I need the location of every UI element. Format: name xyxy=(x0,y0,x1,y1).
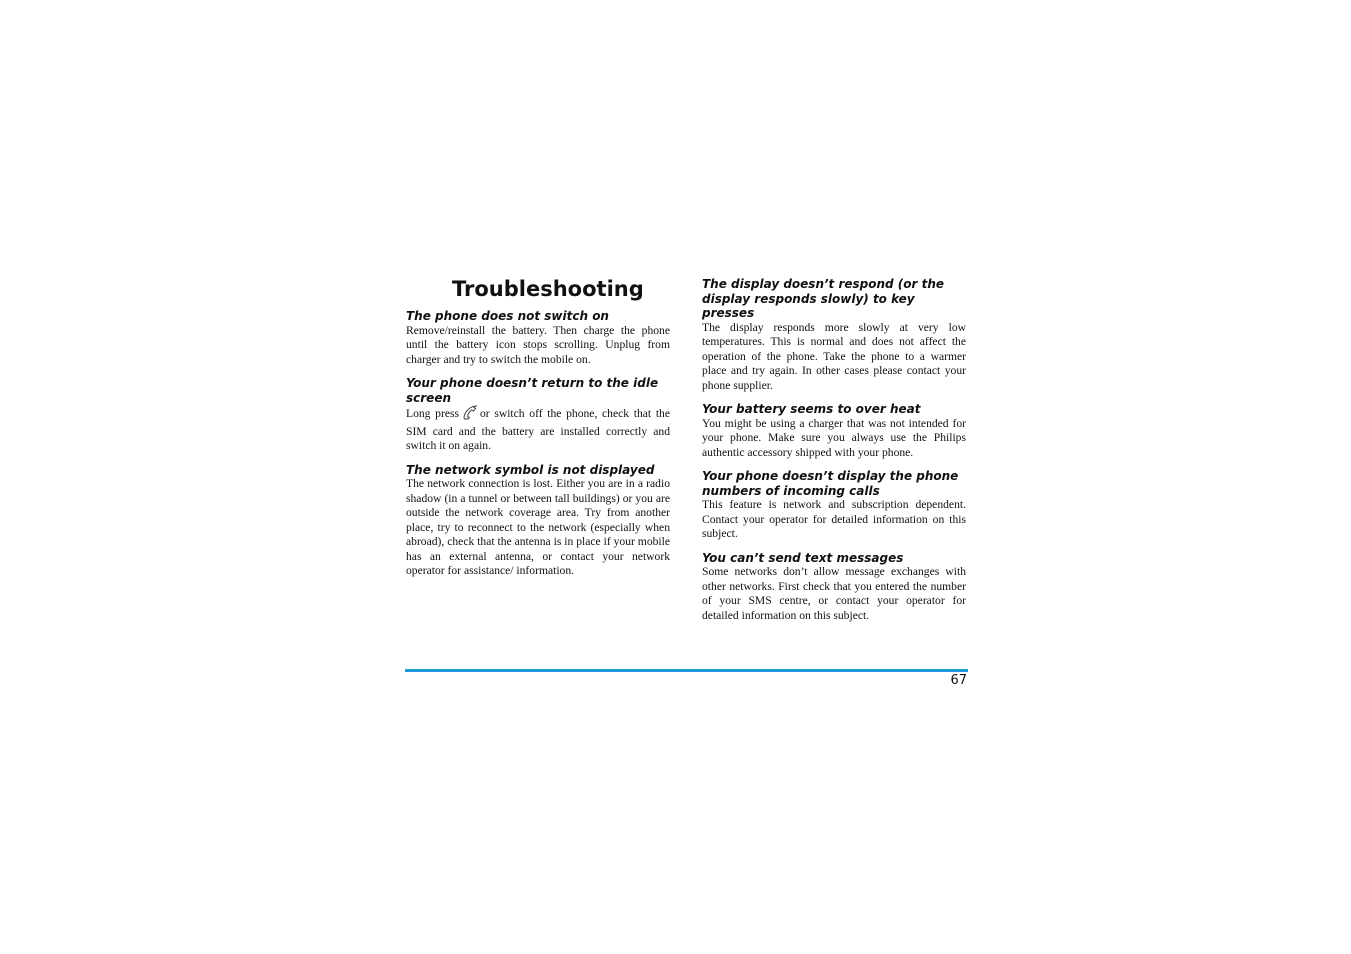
left-column xyxy=(406,276,670,588)
section-idle-screen xyxy=(406,376,670,454)
section-phone-not-switch-on xyxy=(406,309,670,367)
hang-up-key-icon xyxy=(461,405,478,425)
section-body: The display responds more slowly at very low temperatures. This is normal and does not affect the operation of the phone. Take the phone to a warmer place and try again. In other cases please contact your phone supplier. xyxy=(702,320,966,392)
section-heading: The display doesn’t respond (or the display responds slowly) to key presses xyxy=(702,277,945,320)
page-number: 67 xyxy=(950,673,967,688)
section-body: The network connection is lost. Either you are in a radio shadow (in a tunnel or between tall buildings) or you are outside the network coverage area. Try from another place, try to reconnect to the network (especially when abroad), check that the antenna is in place if your mobile has an external antenna, or contact your network operator for assistance/ information. xyxy=(406,477,670,577)
section-heading: Your phone doesn’t return to the idle screen xyxy=(406,376,659,405)
section-heading: Your battery seems to over heat xyxy=(702,402,921,416)
section-body: You might be using a charger that was not intended for your phone. Make sure you always use the Philips authentic accessory shipped with your phone. xyxy=(702,416,966,459)
section-battery-heat xyxy=(702,402,966,460)
section-heading: Your phone doesn’t display the phone numbers of incoming calls xyxy=(702,469,959,498)
body-text-after-icon: or switch off the phone, check that the SIM card and the battery are installed correctly and switch it on again. xyxy=(406,407,670,452)
page-title: Troubleshooting xyxy=(452,277,644,301)
footer-rule xyxy=(405,669,968,672)
section-heading: You can’t send text messages xyxy=(702,550,904,565)
section-text-messages xyxy=(702,551,966,624)
section-body: Some networks don’t allow message exchanges with other networks. First check that you entered the number of your SMS centre, or contact your operator for detailed information on this subject. xyxy=(702,565,966,622)
section-heading: The network symbol is not displayed xyxy=(406,462,655,477)
section-heading: The phone does not switch on xyxy=(406,309,609,323)
section-incoming-numbers xyxy=(702,469,966,542)
section-body: Remove/reinstall the battery. Then charge the phone until the battery icon stops scrolling. Unplug from charger and try to switch the mobile on. xyxy=(406,323,670,366)
section-body xyxy=(406,405,670,454)
section-network-symbol xyxy=(406,463,670,579)
section-body: This feature is network and subscription dependent. Contact your operator for detailed information on this subject. xyxy=(702,498,966,540)
body-text-before-icon: Long press xyxy=(406,407,459,420)
section-display-respond xyxy=(702,277,966,393)
right-column xyxy=(702,277,966,632)
